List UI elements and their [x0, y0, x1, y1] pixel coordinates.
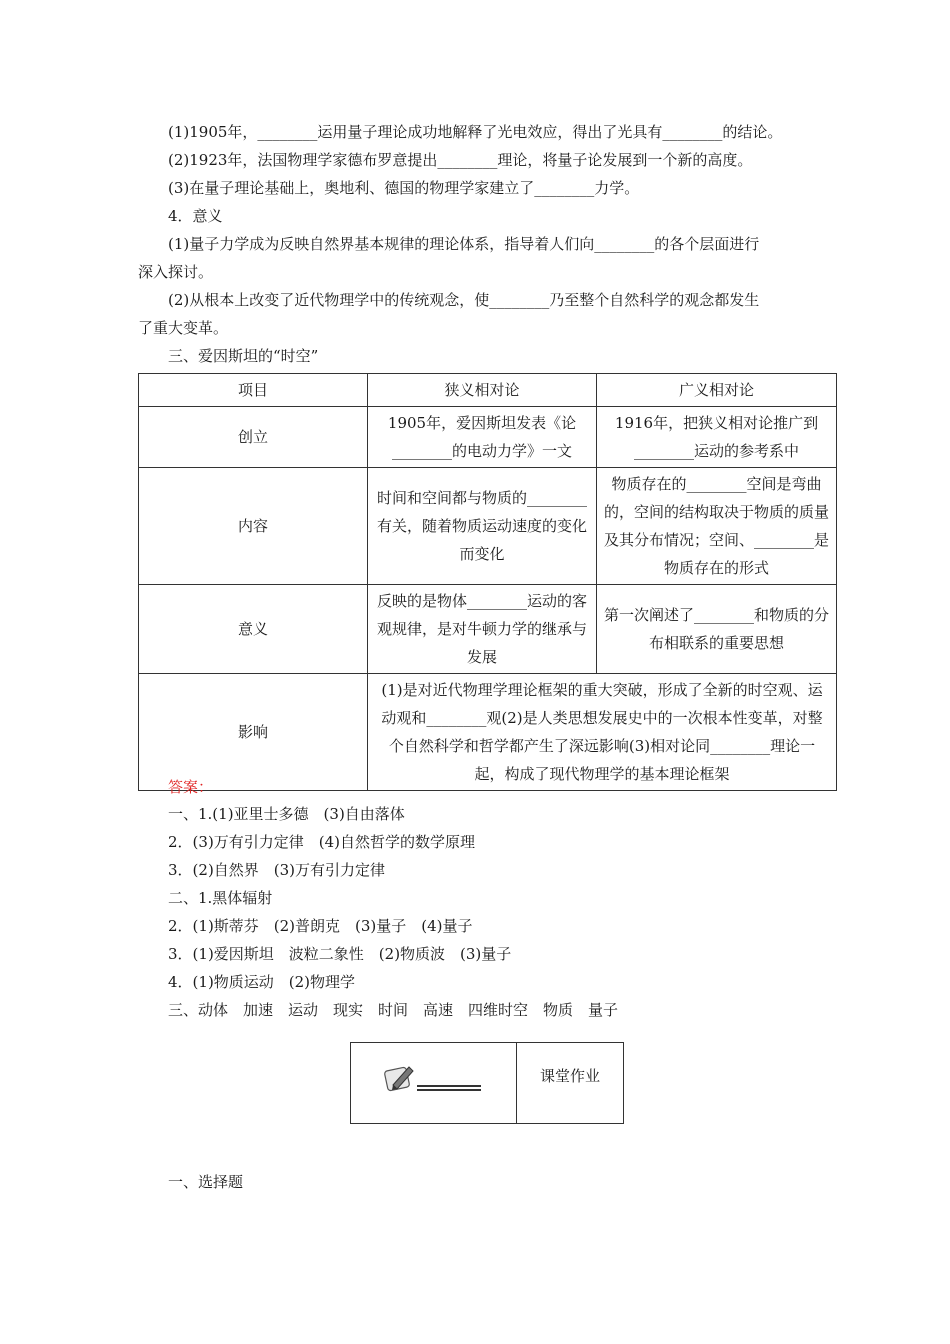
table-cell-item: 影响: [139, 674, 368, 791]
table-cell-merged: (1)是对近代物理学理论框架的重大突破，形成了全新的时空观、运动观和________观(2)是人类思想发展史中的一次根本性变革，对整个自然科学和哲学都产生了深远影响(3)相对论同________理论一起，构成了现代物理学的基本理论框架: [368, 674, 837, 791]
text-line: (2)从根本上改变了近代物理学中的传统观念，使________乃至整个自然科学的观念都发生: [168, 291, 760, 309]
decorative-lines: [417, 1085, 481, 1091]
table-cell-general: 第一次阐述了________和物质的分布相联系的重要思想: [597, 585, 837, 674]
table-cell-item: 创立: [139, 407, 368, 468]
table-header-cell: 广义相对论: [597, 374, 837, 407]
table-row: [139, 585, 837, 674]
section-box-icon-cell: [351, 1043, 517, 1123]
relativity-table: [138, 373, 837, 791]
table-header-row: [139, 374, 837, 407]
table-header-cell: 项目: [139, 374, 368, 407]
table-row: [139, 468, 837, 585]
section-box: [350, 1042, 624, 1124]
text-line: (2)1923年，法国物理学家德布罗意提出________理论，将量子论发展到一个新的高度。: [168, 151, 753, 169]
section-box-label: 课堂作业: [539, 1067, 600, 1085]
section-heading: 一、选择题: [168, 1173, 244, 1191]
text-line: 深入探讨。: [138, 263, 214, 281]
answer-line: 一、1.(1)亚里士多德 (3)自由落体: [168, 805, 405, 823]
table-cell-general: 物质存在的________空间是弯曲的，空间的结构取决于物质的质量及其分布情况；空间、________是物质存在的形式: [597, 468, 837, 585]
answer-line: 3．(2)自然界 (3)万有引力定律: [168, 861, 386, 879]
table-cell-item: 意义: [139, 585, 368, 674]
table-cell-special: 反映的是物体________运动的客观规律，是对牛顿力学的继承与发展: [368, 585, 597, 674]
answers-title: 答案：: [168, 778, 214, 796]
section-heading: 三、爱因斯坦的“时空”: [168, 347, 319, 365]
table-header-cell: 狭义相对论: [368, 374, 597, 407]
text-line: (1)量子力学成为反映自然界基本规律的理论体系，指导着人们向________的各个层面进行: [168, 235, 760, 253]
answer-line: 4．(1)物质运动 (2)物理学: [168, 973, 356, 991]
table-row: [139, 407, 837, 468]
pen-paper-icon: [383, 1063, 417, 1093]
table-cell-special: 时间和空间都与物质的________有关，随着物质运动速度的变化而变化: [368, 468, 597, 585]
table-cell-item: 内容: [139, 468, 368, 585]
answer-line: 二、1.黑体辐射: [168, 889, 273, 907]
section-heading: 4．意义: [168, 207, 223, 225]
text-line: (3)在量子理论基础上，奥地利、德国的物理学家建立了________力学。: [168, 179, 640, 197]
answer-line: 3．(1)爱因斯坦 波粒二象性 (2)物质波 (3)量子: [168, 945, 512, 963]
answer-line: 2．(3)万有引力定律 (4)自然哲学的数学原理: [168, 833, 476, 851]
table-cell-general: 1916年，把狭义相对论推广到________运动的参考系中: [597, 407, 837, 468]
table-cell-special: 1905年，爱因斯坦发表《论________的电动力学》一文: [368, 407, 597, 468]
text-line: 了重大变革。: [138, 319, 229, 337]
answer-line: 2．(1)斯蒂芬 (2)普朗克 (3)量子 (4)量子: [168, 917, 473, 935]
answer-line: 三、动体 加速 运动 现实 时间 高速 四维时空 物质 量子: [168, 1001, 619, 1019]
text-line: (1)1905年，________运用量子理论成功地解释了光电效应，得出了光具有________的结论。: [168, 123, 783, 141]
